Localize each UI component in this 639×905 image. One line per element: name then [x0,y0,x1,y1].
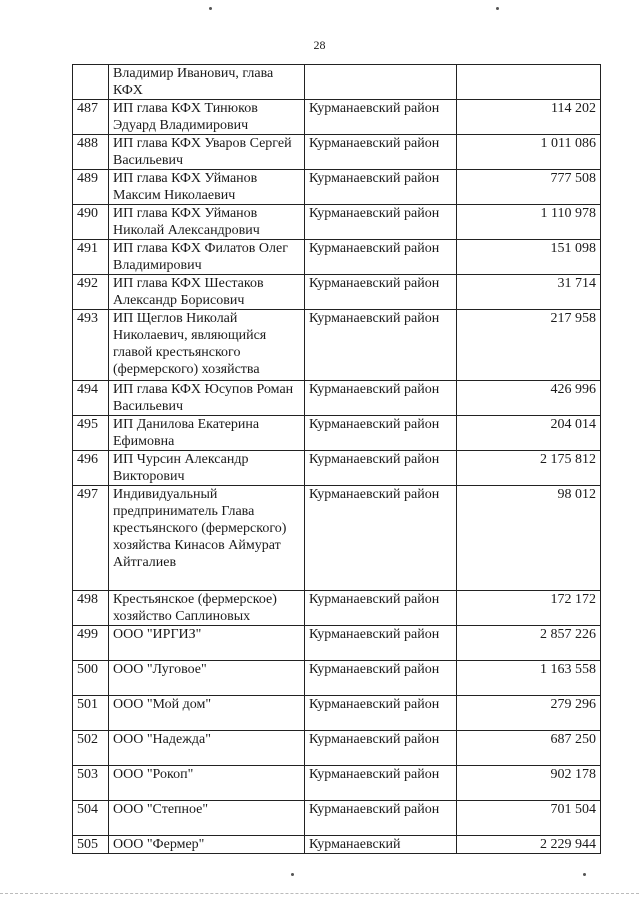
district-cell: Курманаевский район [305,135,457,170]
amount-cell: 98 012 [457,486,601,591]
row-number-cell: 493 [73,310,109,381]
row-number-cell: 492 [73,275,109,310]
amount-cell: 426 996 [457,381,601,416]
table-row [73,310,601,381]
recipient-name-cell: ИП глава КФХ Уйманов Николай Александрович [109,205,305,240]
district-cell: Курманаевский район [305,310,457,381]
scan-speck [209,7,212,10]
amount-cell: 2 175 812 [457,451,601,486]
scan-speck [291,873,294,876]
recipient-name-cell: ООО "Рокоп" [109,766,305,801]
amount-cell: 279 296 [457,696,601,731]
district-cell: Курманаевский район [305,416,457,451]
amount-cell: 687 250 [457,731,601,766]
table-row [73,451,601,486]
recipient-name-cell: ИП глава КФХ Филатов Олег Владимирович [109,240,305,275]
row-number-cell: 504 [73,801,109,836]
table-row [73,766,601,801]
registry-table [72,64,601,854]
amount-cell: 217 958 [457,310,601,381]
recipient-name-cell: ИП Щеглов Николай Николаевич, являющийся главой крестьянского (фермерского) хозяйства [109,310,305,381]
scan-speck [496,7,499,10]
row-number-cell: 499 [73,626,109,661]
recipient-name-cell: ООО "Луговое" [109,661,305,696]
row-number-cell: 496 [73,451,109,486]
table-row [73,416,601,451]
amount-cell: 172 172 [457,591,601,626]
amount-cell: 31 714 [457,275,601,310]
recipient-name-cell: ИП глава КФХ Уйманов Максим Николаевич [109,170,305,205]
row-number-cell: 491 [73,240,109,275]
table-row [73,65,601,100]
table-row [73,135,601,170]
table-row [73,170,601,205]
recipient-name-cell: ИП глава КФХ Юсупов Роман Васильевич [109,381,305,416]
recipient-name-cell: ИП Чурсин Александр Викторович [109,451,305,486]
table-row [73,381,601,416]
row-number-cell: 500 [73,661,109,696]
row-number-cell: 487 [73,100,109,135]
table-row [73,801,601,836]
district-cell [305,65,457,100]
district-cell: Курманаевский район [305,486,457,591]
amount-cell [457,65,601,100]
district-cell: Курманаевский район [305,731,457,766]
row-number-cell: 502 [73,731,109,766]
amount-cell: 1 163 558 [457,661,601,696]
scan-edge-line [0,893,639,894]
recipient-name-cell: ООО "Мой дом" [109,696,305,731]
district-cell: Курманаевский район [305,205,457,240]
recipient-name-cell: ИП глава КФХ Шестаков Александр Борисович [109,275,305,310]
row-number-cell: 503 [73,766,109,801]
district-cell: Курманаевский район [305,591,457,626]
amount-cell: 902 178 [457,766,601,801]
amount-cell: 2 229 944 [457,836,601,854]
recipient-name-cell: ИП Данилова Екатерина Ефимовна [109,416,305,451]
recipient-name-cell: ИП глава КФХ Тинюков Эдуард Владимирович [109,100,305,135]
recipient-name-cell: ООО "Степное" [109,801,305,836]
district-cell: Курманаевский район [305,661,457,696]
recipient-name-cell: Индивидуальный предприниматель Глава крестьянского (фермерского) хозяйства Кинасов Аймурат Айтгалиев [109,486,305,591]
recipient-name-cell: ООО "Надежда" [109,731,305,766]
district-cell: Курманаевский район [305,451,457,486]
row-number-cell: 505 [73,836,109,854]
district-cell: Курманаевский район [305,696,457,731]
recipient-name-cell: ООО "Фермер" [109,836,305,854]
recipient-name-cell: ИП глава КФХ Уваров Сергей Васильевич [109,135,305,170]
row-number-cell: 497 [73,486,109,591]
recipient-name-cell: Владимир Иванович, глава КФХ [109,65,305,100]
row-number-cell: 488 [73,135,109,170]
district-cell: Курманаевский [305,836,457,854]
table-row [73,591,601,626]
table-row [73,696,601,731]
district-cell: Курманаевский район [305,801,457,836]
amount-cell: 151 098 [457,240,601,275]
row-number-cell: 489 [73,170,109,205]
recipient-name-cell: Крестьянское (фермерское) хозяйство Саплиновых [109,591,305,626]
table-row [73,100,601,135]
table-row [73,240,601,275]
district-cell: Курманаевский район [305,766,457,801]
amount-cell: 2 857 226 [457,626,601,661]
amount-cell: 114 202 [457,100,601,135]
table-row [73,661,601,696]
row-number-cell: 495 [73,416,109,451]
registry-table-body [73,65,601,854]
table-row [73,626,601,661]
row-number-cell: 498 [73,591,109,626]
table-row [73,836,601,854]
table-row [73,486,601,591]
amount-cell: 1 110 978 [457,205,601,240]
row-number-cell: 490 [73,205,109,240]
table-row [73,731,601,766]
district-cell: Курманаевский район [305,275,457,310]
district-cell: Курманаевский район [305,100,457,135]
amount-cell: 204 014 [457,416,601,451]
row-number-cell: 494 [73,381,109,416]
district-cell: Курманаевский район [305,240,457,275]
amount-cell: 777 508 [457,170,601,205]
district-cell: Курманаевский район [305,626,457,661]
amount-cell: 1 011 086 [457,135,601,170]
district-cell: Курманаевский район [305,170,457,205]
district-cell: Курманаевский район [305,381,457,416]
page-number: 28 [313,38,326,52]
row-number-cell: 501 [73,696,109,731]
recipient-name-cell: ООО "ИРГИЗ" [109,626,305,661]
row-number-cell [73,65,109,100]
table-row [73,275,601,310]
amount-cell: 701 504 [457,801,601,836]
table-row [73,205,601,240]
scan-speck [583,873,586,876]
